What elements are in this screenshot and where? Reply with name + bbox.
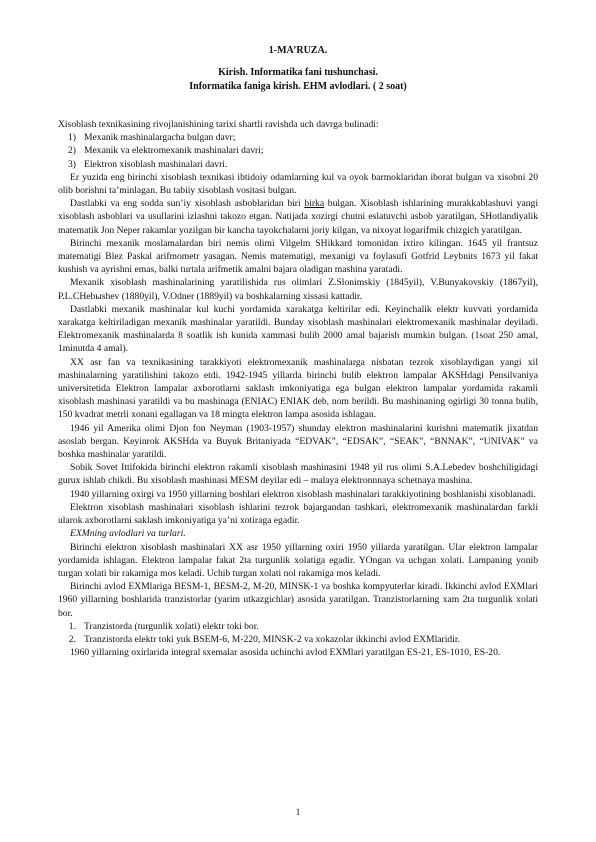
list-item [58, 158, 538, 171]
lecture-subtitle: Kirish. Informatika fani tushunchasi. [218, 67, 378, 78]
paragraph: Er yuzida eng birinchi xisoblash texnikasi ibtidoiy odamlarning kul va oyok barmoklaridan iborat bulgan va xisobni 20 olib borishni ta’minlagan. Bu tabiiy xisoblash vositasi bulgan. [58, 171, 538, 197]
paragraph: 1960 yillarning oxirlarida integral sxemalar asosida uchinchi avlod EXMlari yaratilgan ES-21, ES-1010, ES-20. [70, 647, 501, 659]
list-item-number: 1) [68, 132, 76, 144]
paragraph: Elektron xisoblash mashinalari xisoblash ishlarini tezrok bajargandan tashkari, elektromexanik mashinalardan farkli ularok axborotlarni saklash imkoniyatiga ya’ni xotiraga egadir. [58, 501, 538, 527]
list-item [58, 620, 538, 633]
page-number: 1 [295, 807, 301, 817]
lecture-title: 1-MA’RUZA. [268, 45, 328, 56]
paragraph [58, 197, 538, 237]
list-item-text: Tranzistorda (turgunlik xolati) elektr toki bor. [84, 620, 259, 632]
list-item-text: Mexanik mashinalargacha bulgan davr; [84, 132, 236, 144]
paragraph: Birinchi elektron xisoblash mashinalari XX asr 1950 yillarning oxiri 1950 yillarda yaratilgan. Ular elektron lampalar yordamida ishlagan. Elektron lampalar fakat 2ta turgunlik xolatiga egadir. YOngan va uchgan xolati. Lampaning yonib turgan xolati bir rakamiga mos keladi. Uchib turgan xolati nol rakamiga mos keladi. [58, 541, 538, 579]
paragraph-text: Dastlabki va eng sodda sun’iy xisoblash asboblaridan biri [70, 198, 305, 210]
list-item [58, 131, 538, 144]
list-item-text: Tranzistorda elektr toki yuk BSEM-6, M-220, MINSK-2 va xokazolar ikkinchi avlod EXMlaridir. [84, 633, 460, 645]
periods-list [58, 131, 538, 171]
paragraph: Dastlabki mexanik mashinalar kul kuchi yordamida xarakatga keltirilar edi. Keyinchalik elektr kuvvati yordamida xarakatga keltiriladigan mexanik mashinalar yaratildi. Bunday xisoblash mashinalari elektromexanik mashinalar deyiladi. Elektromexanik mashinalarda 8 soatlik ish kunida xammasi bulib 2000 amal bajarish mumkin bulgan. (1soat 250 amal, 1minutda 4 amal). [58, 303, 538, 355]
underlined-term: birka [304, 198, 325, 210]
document-body [58, 118, 538, 659]
paragraph: 1946 yil Amerika olimi Djon fon Neyman (1903-1957) shunday elektron mashinalarini kurishni matematik jixatdan asoslab bergan. Keyinrok AKSHda va Buyuk Britaniyada “EDVAK”, “EDSAK”, “SEAK”, “BNNAK”, “UNIVAK” va boshka mashinalar yaratildi. [58, 422, 538, 461]
lecture-topic: Informatika faniga kirish. EHM avlodlari. ( 2 soat) [189, 81, 407, 92]
list-item [58, 144, 538, 157]
list-item-number: 1. [68, 620, 76, 632]
list-item-text: Mexanik va elektromexanik mashinalari davri; [84, 145, 264, 157]
paragraph: Birinchi avlod EXMlariga BESM-1, BESM-2, M-20, MINSK-1 va boshka kompyuterlar kiradi. Ikkinchi avlod EXMlari 1960 yillarning boshlarida tranzistorlar (yarim utkazgichlar) asosida yaratilgan. Tranzistorlarning xam 2ta turgunlik xolati bor. [58, 581, 538, 619]
intro-paragraph: Xisoblash texnikasining rivojlanishining tarixi shartli ravishda uch davrga bulinadi: [58, 119, 379, 130]
paragraph: 1940 yillarning oxirgi va 1950 yillarning boshlari elektron xisoblash mashinalari tarakkiyotining boshlanishi xisoblanadi. [70, 488, 536, 500]
paragraph: Sobik Sovet Ittifokida birinchi elektron rakamli xisoblash mashinasini 1948 yil rus olimi S.A.Lebedev boshchiligidagi gurux ishlab chikdi. Bu xisoblash mashinasi MESM deyilar edi – malaya elektronnnaya schetnaya mashina. [58, 462, 538, 487]
list-item-number: 2) [68, 145, 76, 157]
section-heading: EXMning avlodlari va turlari. [70, 528, 186, 540]
list-item-text: Elektron xisoblash mashinalari davri. [84, 158, 228, 170]
list-item [58, 633, 538, 646]
paragraph: Mexanik xisoblash mashinalarining yaratilishida rus olimlari Z.Slonimskiy (1845yil), V.Bunyakovskiy (1867yil), P.L.CHebыshev (1880yil), V.Odner (1889yil) va boshkalarning xissasi kattadir. [58, 277, 538, 302]
paragraph: XX asr fan va texnikasining tarakkiyoti elektromexanik mashinalarga nisbatan tezrok xisoblaydigan yangi xil mashinalarning yaratilishini takozo etdi. 1942-1945 yillarda birinchi bulib elektron lampalar AKSHdagi Pensilvaniya universitetida Elektron lampalar axborotlarni saklash imkoniyatiga ega bulgan elektron lampalar yordamida rakamli xisoblash mashinasi yaratildi va bu mashinaga (ENIAC) ENIAK deb, nom berildi. Bu mashinaning ogirligi 30 tonna bulib, 150 kvadrat metrli xonani egallagan va 18 mingta elektron lampa asosida ishlagan. [58, 356, 538, 421]
transistor-states-list [58, 620, 538, 646]
list-item-number: 2. [68, 633, 76, 645]
list-item-number: 3) [68, 158, 76, 170]
paragraph: Birinchi mexanik moslamalardan biri nemis olimi Vilgelm SHikkard tomonidan ixtiro kilingan. 1645 yil frantsuz matematigi Blez Paskal arifmometr yasagan. Nemis matematigi, mexanigi va foylasufi Gotfrid Leybnits 1673 yil fakat kushish va ayrishni emas, balki turtala arifmetik amalni bajara oladigan mashina yaratadi. [58, 237, 538, 276]
paragraph-text: bulgan. Xisoblash ishlarining murakkablashuvi yangi xisoblash asboblari va usullarini izlashni takozo etgan. Natijada xozirgi chutni eslatuvchi asbob yaratilgan, SHotlandiyalik matematik Jon Neper rakamlar yozilgan bir kancha tayokchalarni joriy kilgan, va nixoyat logarifmik chizgich yaratilgan. [58, 198, 538, 236]
